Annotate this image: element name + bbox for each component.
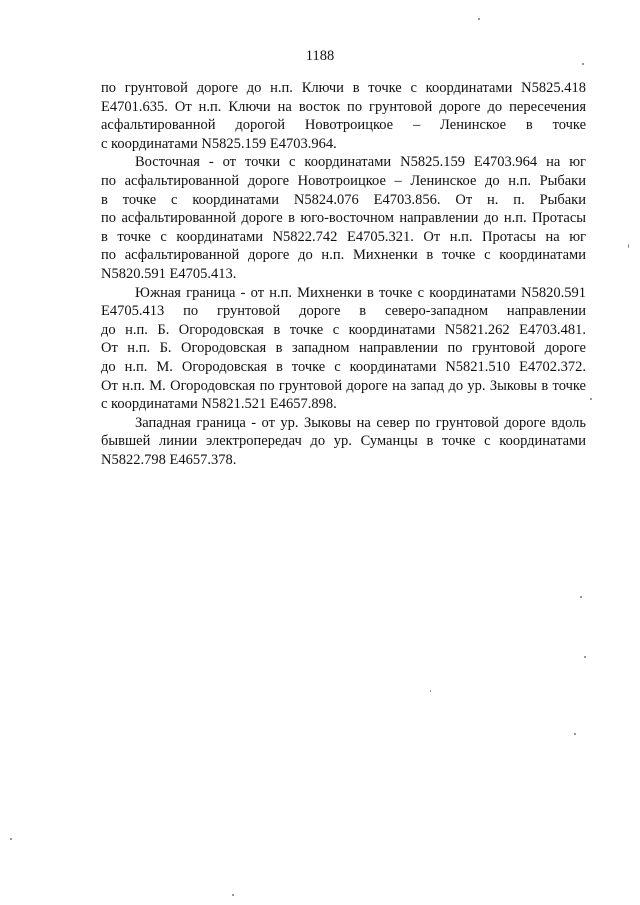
text-line: От н.п. Б. Огородовская в западном направлении по грунтовой дороге [101,340,586,357]
scan-speck [574,733,576,735]
text-line: асфальтированной дорогой Новотроицкое – Ленинское в точке [101,117,586,134]
scan-speck [430,690,431,692]
text-line: Южная граница - от н.п. Михненки в точке с координатами N5820.591 [135,284,586,301]
paragraph-southern-boundary [101,284,586,414]
text-line: до н.п. Б. Огородовская в точке с координатами N5821.262 E4703.481. [101,321,586,338]
scan-speck [628,244,629,248]
text-line: E4701.635. От н.п. Ключи на восток по грунтовой дороге до пересечения [101,98,586,115]
text-line: От н.п. М. Огородовская по грунтовой дороге на запад до ур. Зыковы в точке [101,377,586,394]
text-line: Западная граница - от ур. Зыковы на север по грунтовой дороге вдоль [135,414,586,431]
paragraph-eastern-boundary [101,153,586,283]
text-line: с координатами N5825.159 E4703.964. [101,135,337,152]
scan-speck [580,596,582,598]
text-line: в точке с координатами N5824.076 E4703.856. От н. п. Рыбаки [101,191,586,208]
text-line: по асфальтированной дороге до н.п. Михненки в точке с координатами [101,247,586,264]
scan-speck [584,656,586,658]
text-line: N5820.591 E4705.413. [101,265,237,282]
scan-speck [478,18,480,20]
text-line: в точке с координатами N5822.742 E4705.321. От н.п. Протасы на юг [101,228,586,245]
scan-speck [590,398,592,400]
scan-speck [10,838,12,840]
text-line: с координатами N5821.521 E4657.898. [101,396,337,413]
text-line: по грунтовой дороге до н.п. Ключи в точке с координатами N5825.418 [101,80,586,96]
scan-speck [232,894,234,896]
paragraph-north-end [101,79,586,153]
text-line: по асфальтированной дороге в юго-восточном направлении до н.п. Протасы [101,210,586,227]
text-line: бывшей линии электропередач до ур. Суманцы в точке с координатами [101,433,586,450]
page-number: 1188 [305,48,335,64]
text-line: N5822.798 E4657.378. [101,451,237,468]
paragraph-western-boundary [101,414,586,470]
scan-speck [582,63,584,65]
text-line: по асфальтированной дороге Новотроицкое – Ленинское до н.п. Рыбаки [101,172,586,189]
document-body [101,79,586,469]
text-line: E4705.413 по грунтовой дороге в северо-западном направлении [101,303,586,320]
text-line: до н.п. М. Огородовская в точке с координатами N5821.510 E4702.372. [101,358,586,375]
text-line: Восточная - от точки с координатами N5825.159 E4703.964 на юг [135,154,586,171]
